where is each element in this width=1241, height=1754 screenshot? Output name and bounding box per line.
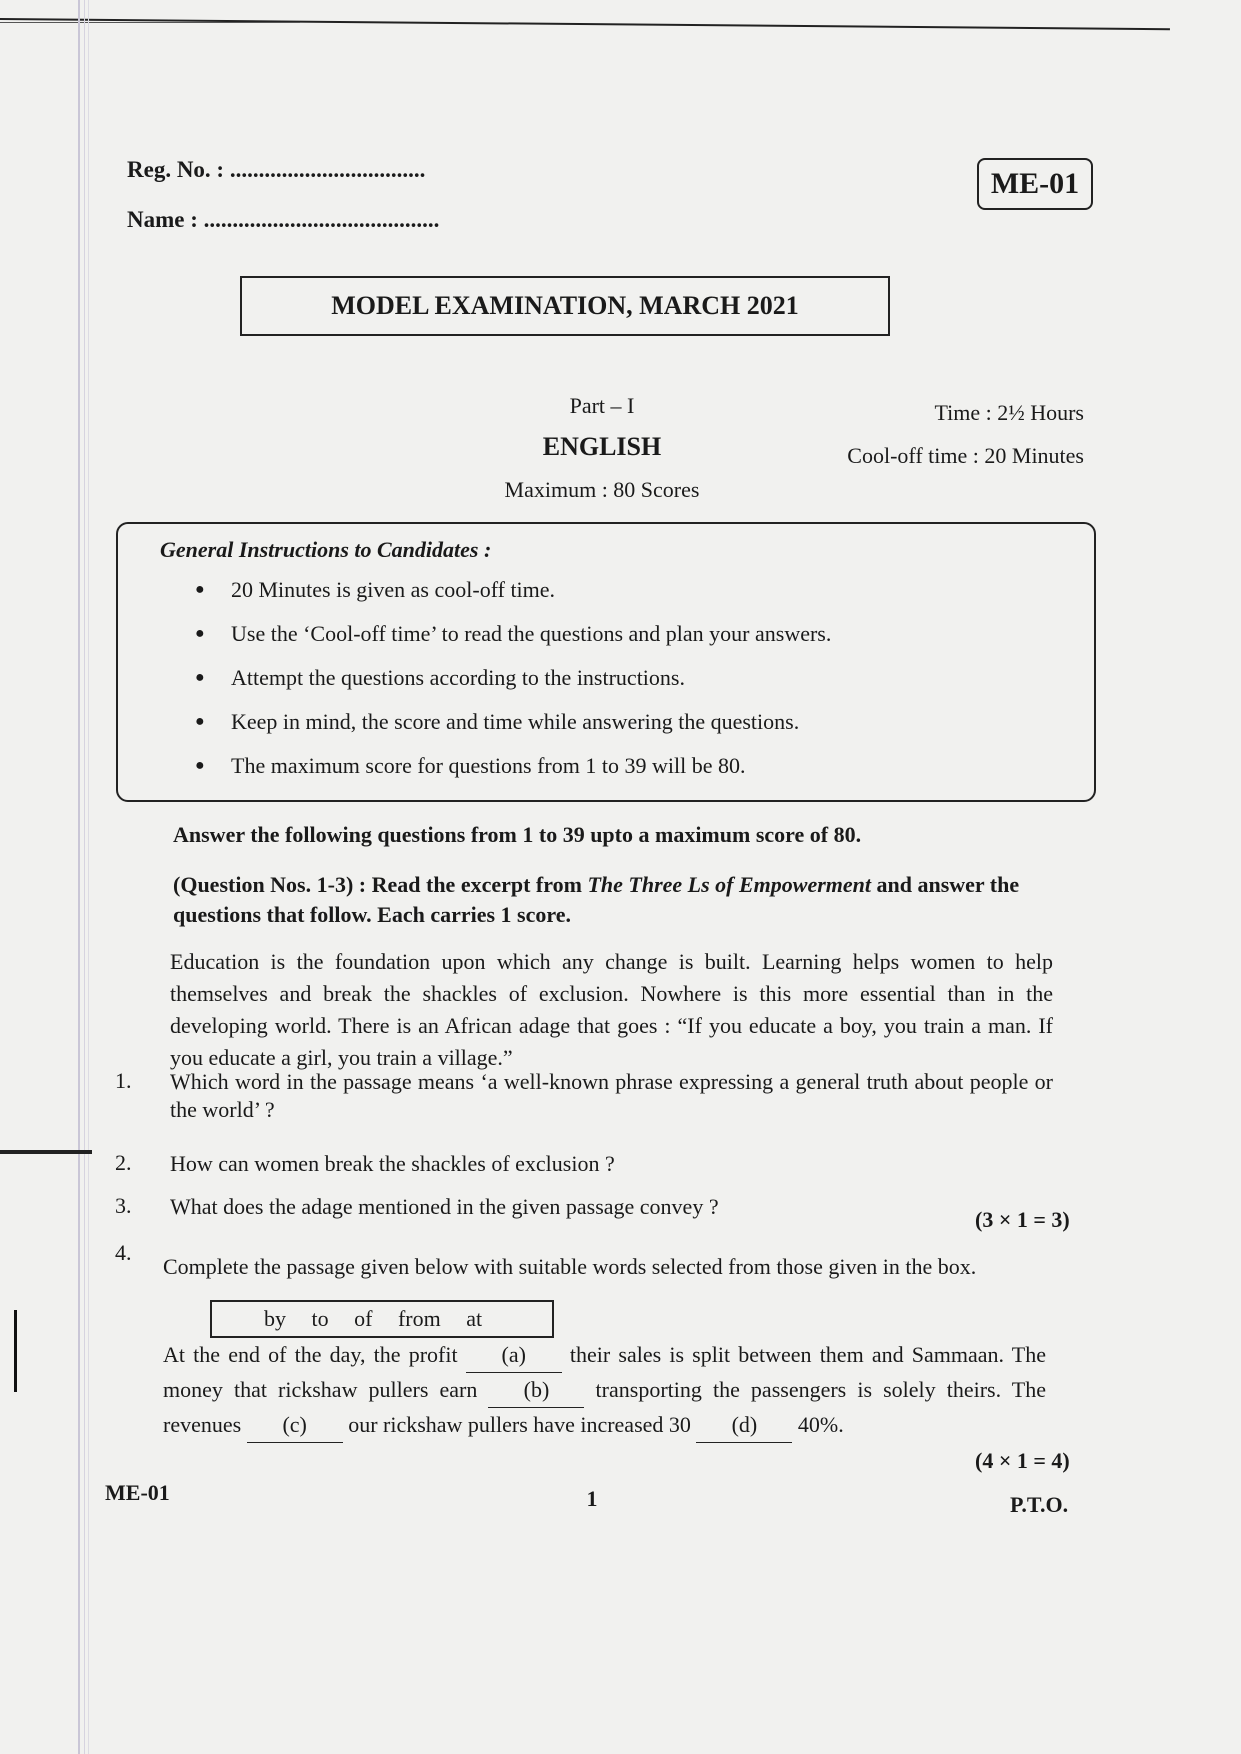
- scan-margin-line: [78, 0, 80, 1754]
- pto-label: P.T.O.: [1010, 1492, 1069, 1517]
- heading-prefix: (Question Nos. 1-3) : Read the excerpt from: [173, 872, 588, 897]
- instruction-item: ● Keep in mind, the score and time while answering the questions.: [195, 704, 831, 748]
- exam-title: MODEL EXAMINATION, MARCH 2021: [240, 276, 890, 336]
- question-number: 3.: [115, 1193, 132, 1218]
- cloze-text: transporting the passengers is solely theirs. The revenues: [163, 1377, 1047, 1437]
- word-option: to: [311, 1306, 329, 1331]
- instruction-item: ● 20 Minutes is given as cool-off time.: [195, 572, 831, 616]
- word-option: at: [466, 1306, 483, 1331]
- blank-b: (b): [488, 1373, 584, 1408]
- scan-edge-line: [0, 22, 300, 23]
- scan-margin-line: [84, 0, 85, 1754]
- subject-title: ENGLISH: [542, 432, 662, 461]
- instruction-item: ● Use the ‘Cool-off time’ to read the questions and plan your answers.: [195, 616, 831, 660]
- reg-no-field: Reg. No. : ..................................: [127, 157, 426, 182]
- question-text: Complete the passage given below with suitable words selected from those given in the box.: [163, 1254, 977, 1279]
- instructions-title: General Instructions to Candidates :: [160, 537, 492, 562]
- question-number: 2.: [115, 1150, 132, 1175]
- footer-paper-code: ME-01: [105, 1480, 170, 1505]
- question-number: 4.: [115, 1240, 132, 1265]
- question-number: 1.: [115, 1068, 132, 1093]
- scan-margin-line: [88, 0, 89, 1754]
- maximum-score: Maximum : 80 Scores: [504, 477, 700, 502]
- question-score: (3 × 1 = 3): [975, 1207, 1070, 1232]
- word-box: [210, 1300, 554, 1338]
- cloze-text: 40%.: [792, 1412, 844, 1437]
- margin-mark: [0, 1150, 92, 1154]
- question-text: How can women break the shackles of exclusion ?: [170, 1151, 615, 1176]
- cloze-text: our rickshaw pullers have increased 30: [342, 1412, 697, 1437]
- question-score: (4 × 1 = 4): [975, 1448, 1070, 1473]
- word-option: from: [397, 1306, 441, 1331]
- blank-a: (a): [466, 1338, 562, 1373]
- cloze-text: At the end of the day, the profit: [163, 1342, 466, 1367]
- margin-mark: [14, 1310, 17, 1392]
- cool-off-time: Cool-off time : 20 Minutes: [847, 443, 1084, 468]
- answer-instruction: Answer the following questions from 1 to 39 upto a maximum score of 80.: [173, 822, 862, 847]
- excerpt-title: The Three Ls of Empowerment: [587, 872, 872, 897]
- excerpt-passage: Education is the foundation upon which any change is built. Learning helps women to help themselves and break the shackles of exclusion. Nowhere is this more essential than in the developing world. There is an African adage that goes : “If you educate a boy, you train a man. If you educate a girl, you train a village.”: [170, 949, 1053, 1070]
- instruction-item: ● Attempt the questions according to the instructions.: [195, 660, 831, 704]
- instruction-item: ● The maximum score for questions from 1 to 39 will be 80.: [195, 748, 831, 792]
- paper-code-badge: ME-01: [977, 158, 1093, 210]
- blank-c: (c): [247, 1408, 343, 1443]
- question-group-heading: [173, 870, 1053, 930]
- heading-suffix: and answer the questions that follow. Each carries 1 score.: [173, 872, 1020, 927]
- word-option: by: [264, 1306, 286, 1331]
- cloze-text: their sales is split between them and Sammaan. The money that rickshaw pullers earn: [163, 1342, 1047, 1402]
- scan-edge-line: [0, 18, 1170, 30]
- blank-d: (d): [696, 1408, 792, 1443]
- question-text: What does the adage mentioned in the given passage convey ?: [170, 1194, 719, 1219]
- instructions-list: [195, 572, 831, 792]
- word-option: of: [354, 1306, 373, 1331]
- cloze-passage: [163, 1338, 1046, 1443]
- page-number: 1: [586, 1486, 598, 1511]
- exam-time: Time : 2½ Hours: [934, 400, 1084, 425]
- part-label: Part – I: [569, 393, 635, 418]
- name-field: Name : .........................................: [127, 207, 440, 232]
- question-text: Which word in the passage means ‘a well-known phrase expressing a general truth about people or the world’ ?: [170, 1069, 1053, 1122]
